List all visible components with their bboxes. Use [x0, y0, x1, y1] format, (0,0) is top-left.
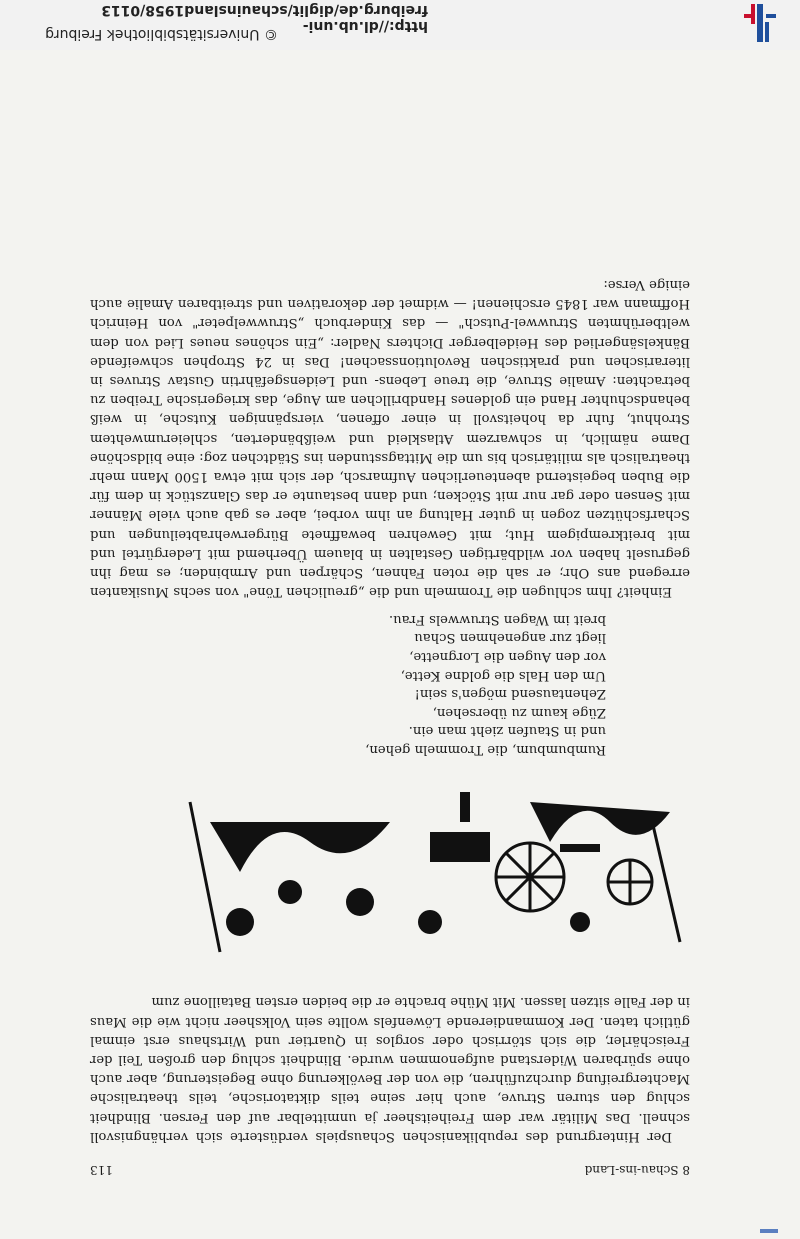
- page-content: [90, 275, 690, 1179]
- verse-line: liegt zur angenehmen Schau: [414, 630, 606, 646]
- running-head: [90, 1160, 690, 1179]
- viewer-header: [0, 0, 800, 50]
- scanned-page: [0, 50, 800, 1239]
- scroll-indicator[interactable]: [760, 1229, 778, 1233]
- running-title: 8 Schau-ins-Land: [584, 1163, 690, 1177]
- verse-line: breit im Wagen Struwwels Frau.: [388, 611, 606, 627]
- verse-line: Zehentausend mögen's sein!: [414, 686, 606, 702]
- verse-line: Rumbumbum, die Trommeln gehen,: [365, 741, 606, 757]
- verse-line: Züge kaum zu übersehen,: [432, 704, 606, 720]
- verse-block: [90, 609, 606, 758]
- copyright-notice: © Universitätsbibliothek Freiburg: [45, 26, 278, 42]
- illustration-parade: [170, 792, 690, 962]
- university-logo-icon: [742, 4, 778, 42]
- body-paragraph-1: Der Hintergrund des republikanischen Schauspiels verdüsterte sich verhängnisvoll schnell. Das Militär war dem Freiheitsheer ja unmittelbar auf den Fersen. Blindheit schlug den sturen Struve, auch hier seine teils diktatorische, teils theatralische Machtergreifung durchzuführen, die von der Bevölkerung ohne Begeisterung, aber auch ohne spürbaren Widerstand aufgenommen wurde. Blindheit schlug den großen Teil der Freischärler, die sich störrisch oder sorglos in Quartier und Wirtshaus erst einmal gütlich taten. Der Kommandierende Löwenfels wollte sein Volksheer nicht wie die Maus in der Falle sitzen lassen. Mit Mühe brachte er die beiden ersten Bataillone zum: [90, 994, 690, 1144]
- verse-line: Um den Hals die goldne Kette,: [400, 667, 606, 683]
- verse-line: und in Staufen zieht man ein.: [408, 723, 606, 739]
- verse-line: vor den Augen die Lorgnette,: [409, 649, 606, 664]
- body-paragraph-2: Einheit? Ihm schlugen die Trommeln und die „greulichen Töne" von sechs Musikanten erregend ans Ohr; er sah die roten Fahnen, Schärpen und Armbinden; es mag ihn gegruselt haben vor wildbärtigen Gestalten in blauem Überhemd mit Ledergürtel und mit breitkrempigem Hut; mit Gewehren bewaffnete Bürgerwehrabteilungen und Scharfschützen zogen in guter Haltung an ihm vorbei, aber es gab auch viele Männer mit Sensen oder gar nur mit Stöcken; und dann bestaunte er das Glanzstück in dem für die Buben begeisternd abenteuerlichen Aufmarsch, der sich mit etwa 1500 Mann mehr theatralisch als militärisch bis um die Mittagsstunden ins Städtchen zog: eine bildschöne Dame nämlich, in schwarzem Atlaskleid und weißbänderten, schleierumwehtem Strohhut, fuhr da hoheitsvoll in einer offenen, vierspännigen Kutsche, in weiß behandschuhter Hand ein goldenes Handbrillchen am Auge, das kriegerische Treiben zu betrachten: Amalie Struve, die treue Lebens- und Leidensgefährtin Gustav Struves in literarischen und praktischen Revolutionssachen! Das in 24 Strophen schweifende Bänkelsängerlied des Heidelberger Dichters Nadler: „Ein schönes neues Lied von dem weltberühmten Struwwel-Putsch" — das Kinderbuch „Struwwelpeter" von Heinrich Hoffmann war 1845 erschienen! — widmet der dekorativen und streitbaren Amalie auch einige Verse:: [90, 276, 690, 600]
- document-url[interactable]: http://dl.ub.uni-freiburg.de/diglit/schauinsland1958/0113: [101, 2, 428, 34]
- page-number: 113: [90, 1163, 113, 1177]
